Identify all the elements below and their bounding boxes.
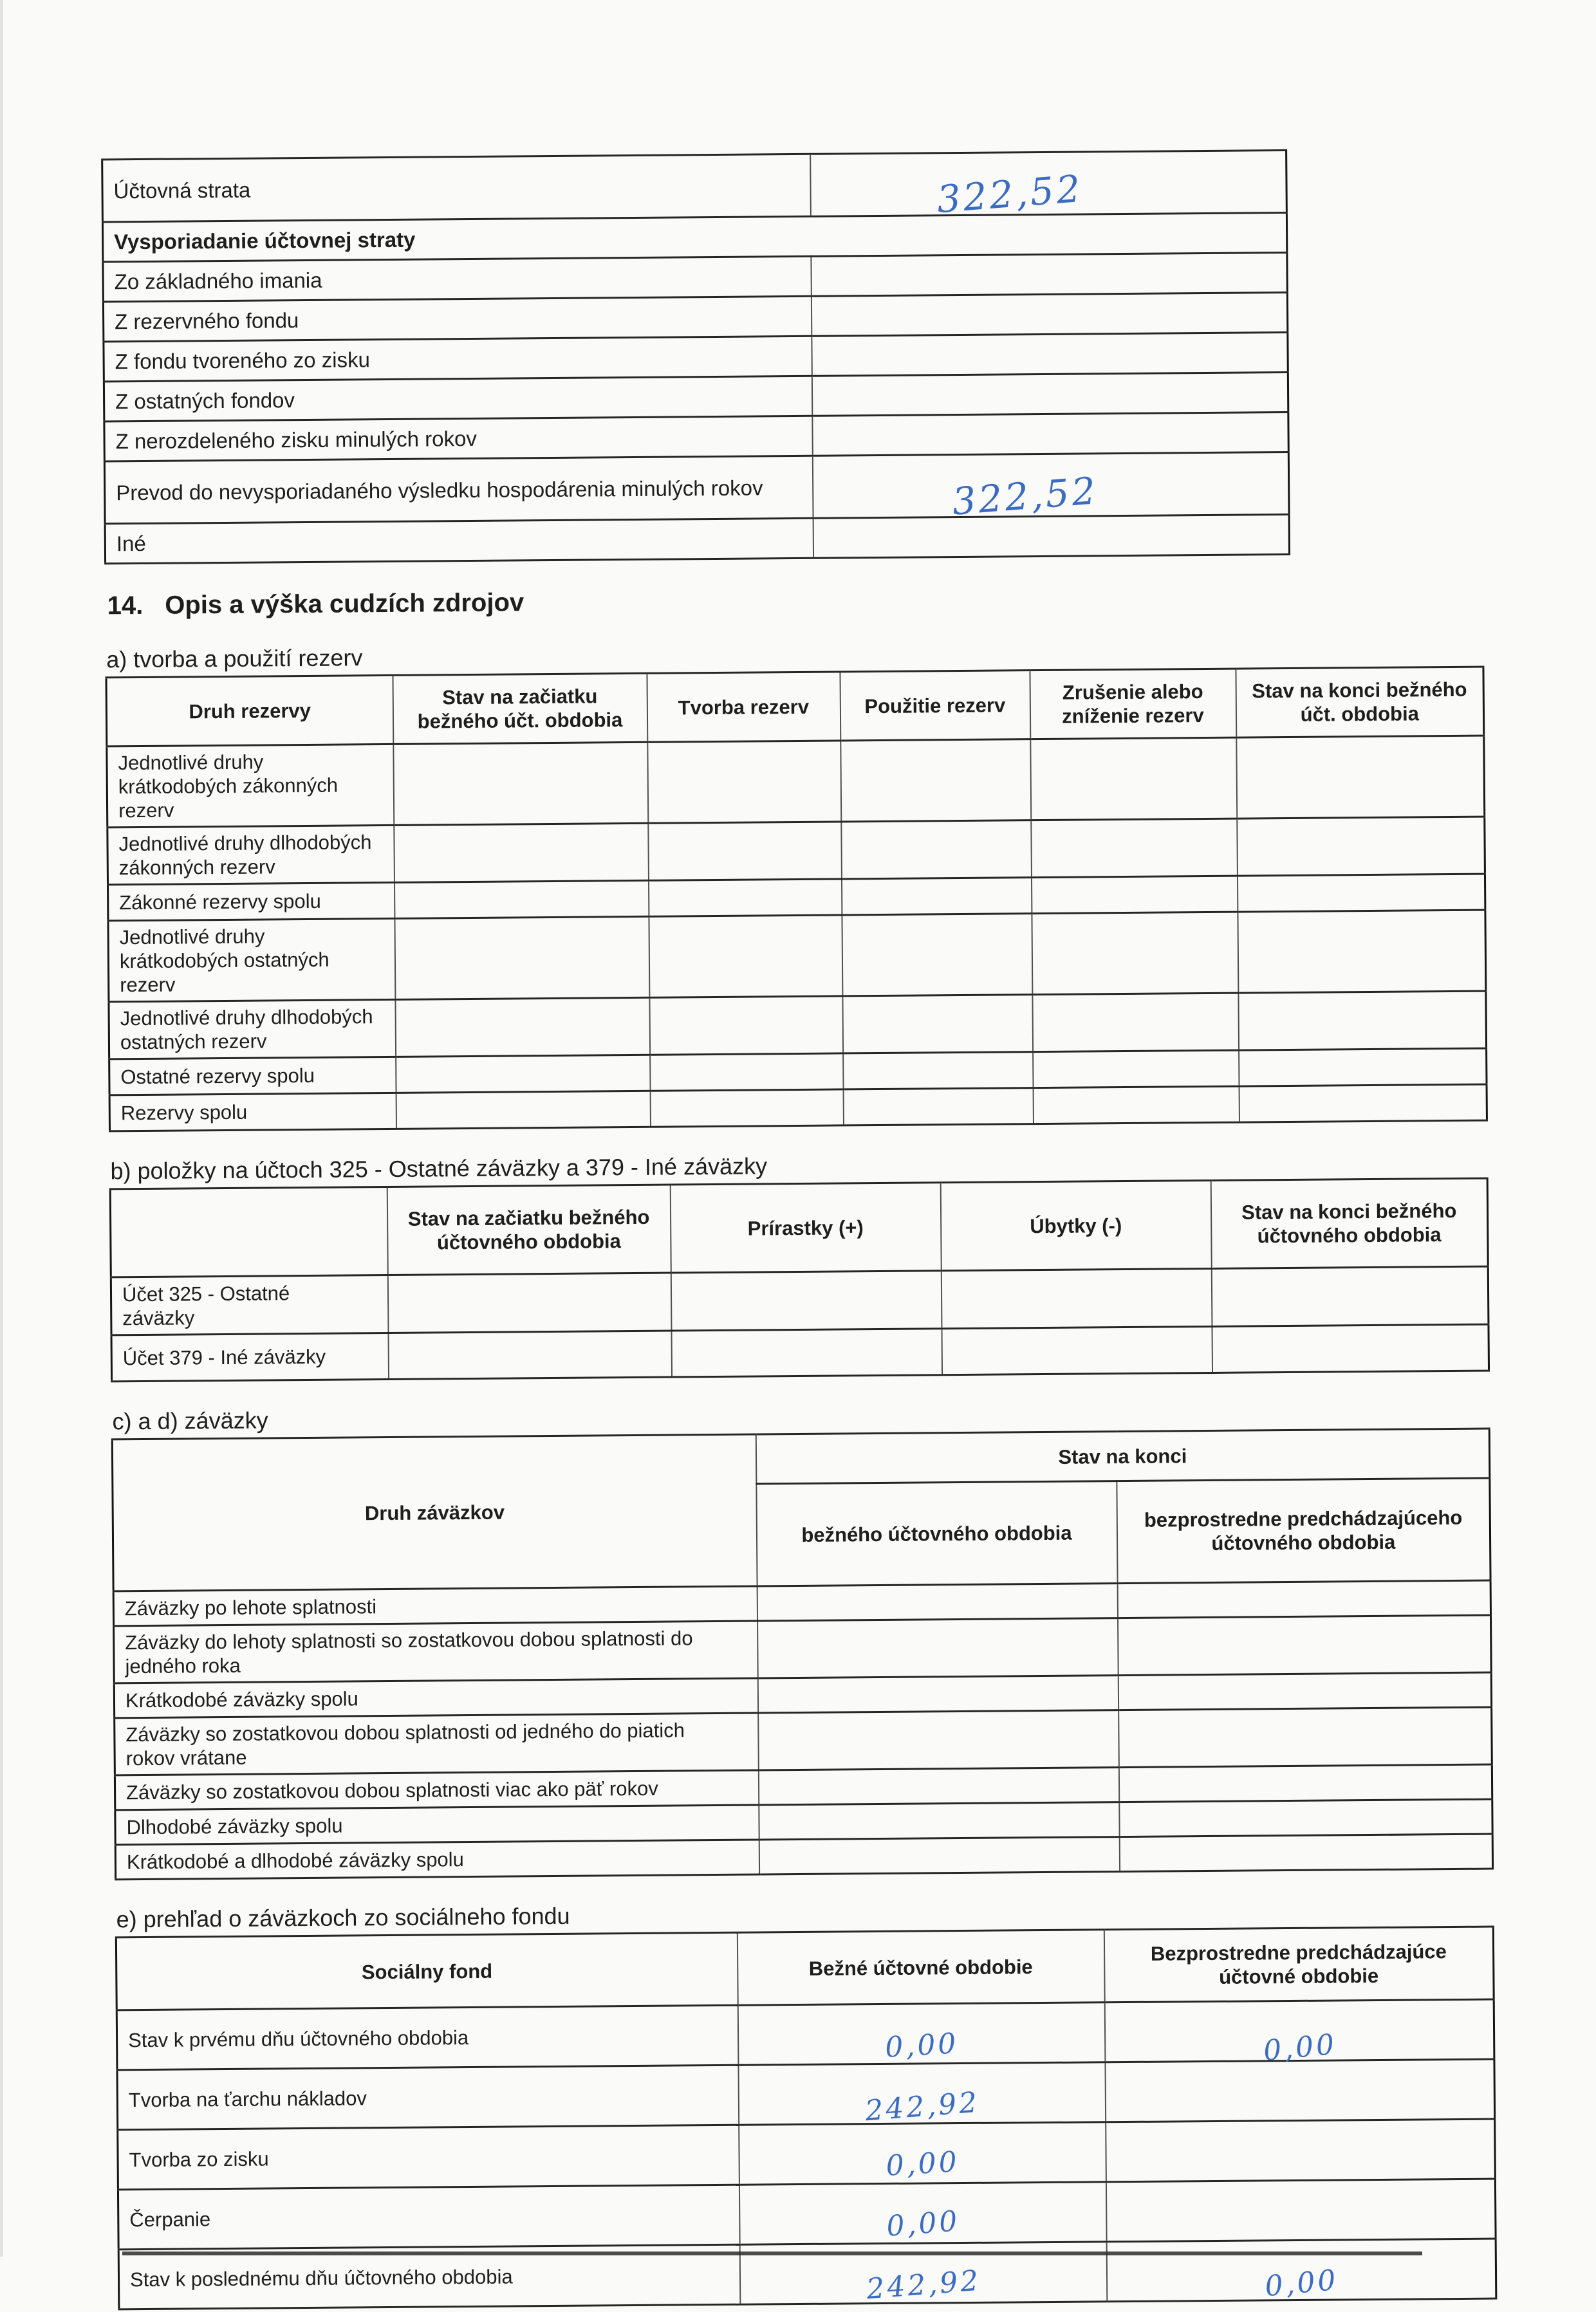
empty-cell [1238,910,1486,993]
empty-cell [1239,1048,1487,1086]
caption-e-social-fund: e) prehľad o záväzkoch zo sociálneho fondu [116,1902,570,1933]
empty-cell [942,1326,1212,1374]
row-label: Stav k poslednému dňu účtovného obdobia [118,2244,740,2309]
empty-cell [649,915,842,997]
empty-cell [387,1273,671,1333]
column-header: bežného účtovného obdobia [756,1481,1117,1586]
empty-cell [1211,1266,1489,1326]
empty-cell [1118,1672,1491,1710]
section-title-text: Opis a výška cudzích zdrojov [165,588,524,620]
value-cell [812,412,1288,456]
row-label: Čerpanie [118,2185,739,2250]
column-header: Úbytky (-) [940,1180,1211,1270]
empty-cell [1119,1799,1492,1837]
row-label: Zákonné rezervy spolu [108,882,394,920]
column-header: Zrušenie alebo zníženie rezerv [1030,669,1236,739]
caption-b-accounts: b) položky na účtoch 325 - Ostatné záväzky a 379 - Iné záväzky [110,1152,768,1185]
table-row [109,991,1487,1059]
row-label: Záväzky do lehoty splatnosti so zostatkovou dobou splatnosti do jedného roka [114,1621,758,1683]
row-label: Stav k prvému dňu účtovného obdobia [116,2005,738,2070]
empty-cell [758,1768,1118,1805]
empty-cell [647,741,841,823]
empty-cell [1032,912,1238,995]
header-row [106,667,1484,746]
empty-cell [757,1676,1118,1713]
empty-cell [1031,818,1238,878]
table-row [102,150,1287,221]
accounts-325-379-table [109,1178,1490,1383]
table-row [107,817,1485,885]
value-cell [739,2122,1106,2185]
empty-cell [1118,1764,1492,1802]
table-row [118,2119,1496,2190]
empty-cell [1118,1615,1492,1676]
column-header: Tvorba rezerv [647,672,840,742]
handwritten-value: 0,00 [1263,2263,1340,2304]
row-label: Záväzky po lehote splatnosti [113,1586,757,1626]
handwritten-value: 322,52 [935,166,1084,222]
empty-cell [388,1331,672,1379]
column-header: Stav na začiatku bežného účt. obdobia [393,673,647,744]
empty-cell [941,1268,1212,1328]
document-sheet [101,148,1498,2311]
row-label: Tvorba na ťarchu nákladov [117,2065,739,2130]
scan-left-edge-artifact [0,0,3,2257]
empty-cell [1032,993,1239,1052]
row-label: Rezervy spolu [109,1093,396,1131]
empty-cell [650,1089,843,1127]
row-label: Účet 325 - Ostatné záväzky [111,1275,388,1335]
empty-cell [758,1710,1119,1770]
row-label: Jednotlivé druhy krátkodobých ostatných rezerv [108,918,395,1001]
empty-cell [1238,991,1487,1050]
value-cell [1106,2239,1496,2302]
empty-cell [757,1618,1118,1678]
empty-cell [1236,735,1485,818]
empty-cell [649,996,843,1055]
empty-cell [1030,737,1237,820]
table-row [105,514,1289,563]
row-label: Dlhodobé záväzky spolu [115,1805,759,1845]
value-cell [1106,2179,1496,2242]
table-row [104,452,1289,523]
empty-cell [396,1055,650,1093]
handwritten-value: 0,00 [885,2205,961,2243]
value-cell [811,292,1287,336]
row-label: Z rezervného fondu [103,296,811,342]
empty-cell [843,1052,1033,1089]
empty-cell [671,1329,942,1377]
row-label: Tvorba zo zisku [118,2125,739,2190]
reserves-table [105,666,1487,1133]
value-cell [813,514,1289,558]
empty-cell [841,820,1032,879]
row-label: Záväzky so zostatkovou dobou splatnosti od jedného do piatich rokov vrátane [115,1713,759,1775]
row-label: Jednotlivé druhy dlhodobých zákonných rezerv [107,825,394,884]
column-header: Bezprostredne predchádzajúce účtovné obdobie [1104,1927,1494,2002]
handwritten-value: 322,52 [950,468,1100,524]
empty-cell [394,880,649,918]
empty-cell [1239,1084,1487,1122]
loss-settlement-table [101,149,1290,564]
empty-cell [841,878,1031,915]
column-header: Stav na konci bežného účtovného obdobia [1211,1178,1488,1268]
empty-cell [1212,1324,1489,1373]
handwritten-value: 0,00 [884,2145,960,2183]
empty-cell [394,916,649,999]
empty-cell [1117,1580,1490,1618]
empty-cell [1031,876,1237,914]
value-cell [812,452,1289,524]
empty-cell [648,822,842,880]
column-header: Prírastky (+) [670,1183,941,1273]
column-header: Bežné účtovné obdobie [737,1930,1104,2005]
column-header: Druh rezervy [106,675,393,746]
empty-cell [840,739,1031,822]
row-label: Vysporiadanie účtovnej straty [102,212,1286,261]
empty-cell [1118,1707,1492,1768]
row-label: Jednotlivé druhy dlhodobých ostatných rezerv [109,999,396,1059]
empty-cell [1237,817,1485,876]
table-row [111,1266,1489,1335]
row-label: Ostatné rezervy spolu [109,1057,396,1095]
column-header: Stav na začiatku bežného účtovného obdobia [387,1185,671,1275]
handwritten-value: 0,00 [884,2027,960,2064]
value-cell [738,2002,1105,2065]
column-header: Sociálny fond [116,1932,738,2010]
table-row [108,910,1486,1002]
value-cell [1105,2059,1495,2122]
row-label: Z fondu tvoreného zo zisku [104,336,812,382]
empty-cell [757,1584,1117,1621]
column-header: Druh záväzkov [112,1434,757,1591]
value-cell [810,150,1287,222]
value-cell [811,252,1287,296]
empty-cell [393,742,648,825]
caption-c-d-liabilities: c) a d) záväzky [112,1407,268,1435]
empty-cell [843,1088,1033,1125]
row-label: Krátkodobé záväzky spolu [114,1678,757,1718]
empty-cell [396,1091,650,1129]
empty-cell [1119,1834,1492,1872]
empty-cell [1237,874,1485,912]
empty-cell [394,823,649,882]
empty-cell [842,914,1032,996]
table-row [111,1324,1489,1382]
empty-cell [650,1053,843,1091]
empty-cell [759,1837,1119,1874]
table-row [115,1707,1492,1775]
handwritten-value: 242,92 [864,2085,981,2128]
table-row [116,1999,1494,2070]
header-row [110,1178,1488,1277]
row-label: Zo základného imania [103,256,811,302]
row-label: Krátkodobé a dlhodobé záväzky spolu [115,1840,759,1880]
liabilities-table [111,1428,1494,1881]
row-label: Z ostatných fondov [104,376,812,421]
value-cell [1104,1999,1494,2068]
row-label: Záväzky so zostatkovou dobou splatnosti viac ako päť rokov [115,1770,758,1810]
column-header: Stav na konci bežného účt. obdobia [1236,667,1484,737]
header-row [116,1927,1494,2010]
row-label: Prevod do nevysporiadaného výsledku hospodárenia minulých rokov [104,456,813,524]
section-14-heading [107,581,1485,621]
column-header-span: Stav na konci [756,1429,1490,1484]
value-cell [812,332,1288,376]
row-label: Z nerozdeleného zisku minulých rokov [104,416,812,461]
table-row [107,735,1485,828]
empty-cell [648,879,841,916]
column-header: bezprostredne predchádzajúceho účtovného obdobia [1117,1478,1490,1584]
handwritten-value: 242,92 [865,2264,982,2306]
row-label: Účet 379 - Iné záväzky [111,1333,389,1382]
empty-cell [842,995,1033,1053]
row-label: Jednotlivé druhy krátkodobých zákonných rezerv [107,744,394,827]
table-row [118,2179,1496,2250]
column-header: Použitie rezerv [840,670,1030,741]
empty-cell [395,997,650,1057]
empty-cell [671,1271,942,1331]
empty-cell [759,1802,1119,1840]
empty-cell [1033,1050,1239,1088]
table-row [114,1615,1492,1683]
handwritten-value: 0,00 [1261,2028,1339,2068]
column-header [110,1187,387,1277]
value-cell [739,2182,1106,2244]
table-row [117,2059,1495,2130]
row-label: Iné [105,518,813,564]
table-row [118,2239,1496,2309]
section-number: 14. [107,591,144,620]
value-cell [812,372,1288,416]
scan-bottom-edge-artifact [122,2252,1422,2255]
row-label: Účtovná strata [102,154,811,222]
empty-cell [1033,1086,1239,1124]
caption-a-reserves: a) tvorba a použití rezerv [106,644,363,673]
value-cell [1106,2119,1496,2182]
value-cell [738,2062,1106,2128]
